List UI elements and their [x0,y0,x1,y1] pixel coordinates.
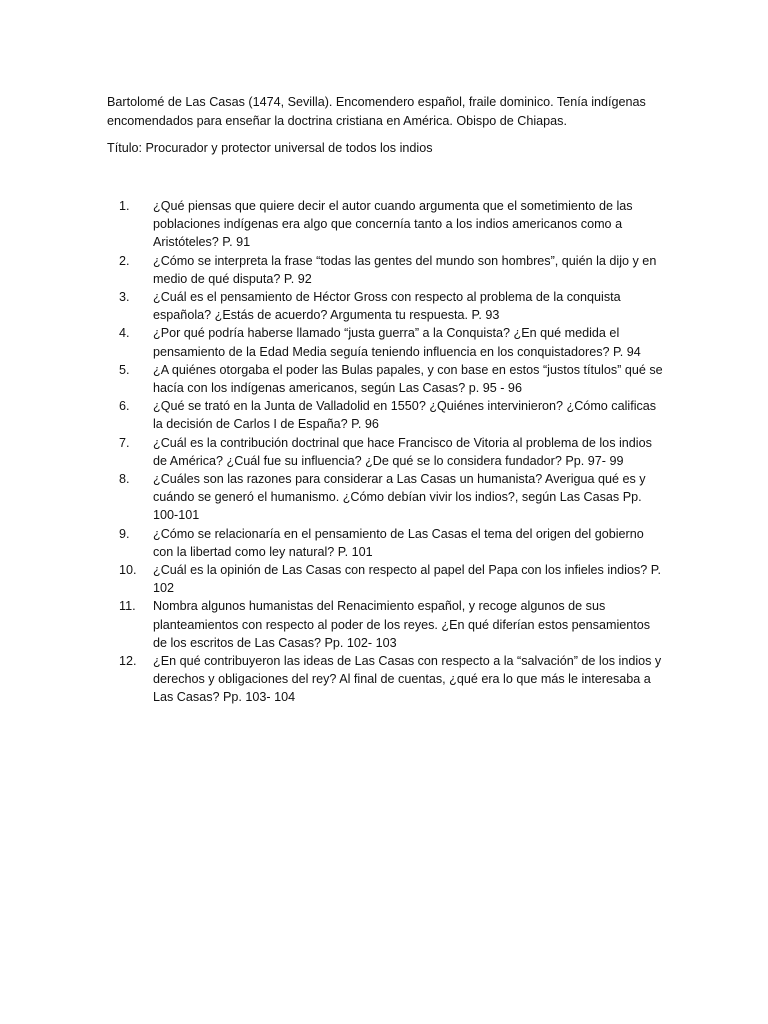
question-number-label: 6. [119,399,130,414]
question-text: ¿Cuál es el pensamiento de Héctor Gross con respecto al problema de la conquista española? ¿Estás de acuerdo? Argumenta tu respuesta. P. 93 [153,290,621,323]
question-text: ¿Cuáles son las razones para considerar a Las Casas un humanista? Averigua qué es y cuándo se generó el humanismo. ¿Cómo debían vivir los indios?, según Las Casas Pp. 100-101 [153,472,646,523]
question-number-label: 9. [119,526,130,541]
question-number [107,288,153,324]
question-number-label: 11. [119,599,136,614]
question-item [107,597,667,652]
question-text: ¿Cuál es la contribución doctrinal que hace Francisco de Vitoria al problema de los indios de América? ¿Cuál fue su influencia? ¿De qué se lo considera fundador? Pp. 97- 99 [153,435,652,468]
question-text: Nombra algunos humanistas del Renacimiento español, y recoge algunos de sus planteamientos con respecto al poder de los reyes. ¿En qué diferían estos pensamientos de los escritos de Las Casas? Pp. 102- 103 [153,599,651,650]
question-text: ¿Qué se trató en la Junta de Valladolid en 1550? ¿Quiénes intervinieron? ¿Cómo calificas la decisión de Carlos I de España? P. 96 [153,399,657,432]
question-number [107,597,153,652]
intro-paragraph: Bartolomé de Las Casas (1474, Sevilla). Encomendero español, fraile dominico. Tenía indígenas encomendados para enseñar la doctrina cristiana en América. Obispo de Chiapas. [107,95,646,128]
question-number [107,324,153,360]
question-number [107,652,153,707]
question-item [107,561,667,597]
question-number-label: 4. [119,326,130,341]
question-number-label: 12. [119,654,137,669]
question-number-label: 5. [119,362,130,377]
question-text: ¿Qué piensas que quiere decir el autor cuando argumenta que el sometimiento de las poblaciones indígenas era algo que concernía tanto a los indios americanos como a Aristóteles? P. 91 [153,199,633,250]
question-number [107,525,153,561]
document-title: Título: Procurador y protector universal de todos los indios [107,141,433,155]
question-text: ¿Por qué podría haberse llamado “justa guerra” a la Conquista? ¿En qué medida el pensamiento de la Edad Media seguía teniendo influencia en los conquistadores? P. 94 [153,326,641,359]
question-item [107,197,667,252]
question-item [107,324,667,360]
question-number [107,561,153,597]
question-text: ¿En qué contribuyeron las ideas de Las Casas con respecto a la “salvación” de los indios y derechos y obligaciones del rey? Al final de cuentas, ¿qué era lo que más le interesaba a Las Casas? Pp. 103- 104 [153,654,662,705]
question-text: ¿Cómo se interpreta la frase “todas las gentes del mundo son hombres”, quién la dijo y en medio de qué disputa? P. 92 [153,253,657,286]
question-item [107,252,667,288]
question-number [107,361,153,397]
question-item [107,434,667,470]
question-number-label: 8. [119,472,130,487]
question-number-label: 2. [119,253,130,268]
question-item [107,288,667,324]
question-item [107,397,667,433]
question-number-label: 7. [119,435,130,450]
question-item [107,361,667,397]
question-text: ¿Cuál es la opinión de Las Casas con respecto al papel del Papa con los infieles indios? P. 102 [153,563,662,596]
question-number [107,197,153,252]
question-number [107,252,153,288]
question-text: ¿A quiénes otorgaba el poder las Bulas papales, y con base en estos “justos títulos” qué se hacía con los indígenas americanos, según Las Casas? p. 95 - 96 [153,362,663,396]
questions-list [107,197,667,707]
question-item [107,652,667,707]
question-number [107,470,153,525]
question-number [107,434,153,470]
question-number [107,397,153,433]
question-number-label: 10. [119,563,137,578]
question-item [107,470,667,525]
question-number-label: 3. [119,290,130,305]
question-text: ¿Cómo se relacionaría en el pensamiento de Las Casas el tema del origen del gobierno con la libertad como ley natural? P. 101 [153,526,644,559]
question-item [107,525,667,561]
question-number-label: 1. [119,199,130,213]
